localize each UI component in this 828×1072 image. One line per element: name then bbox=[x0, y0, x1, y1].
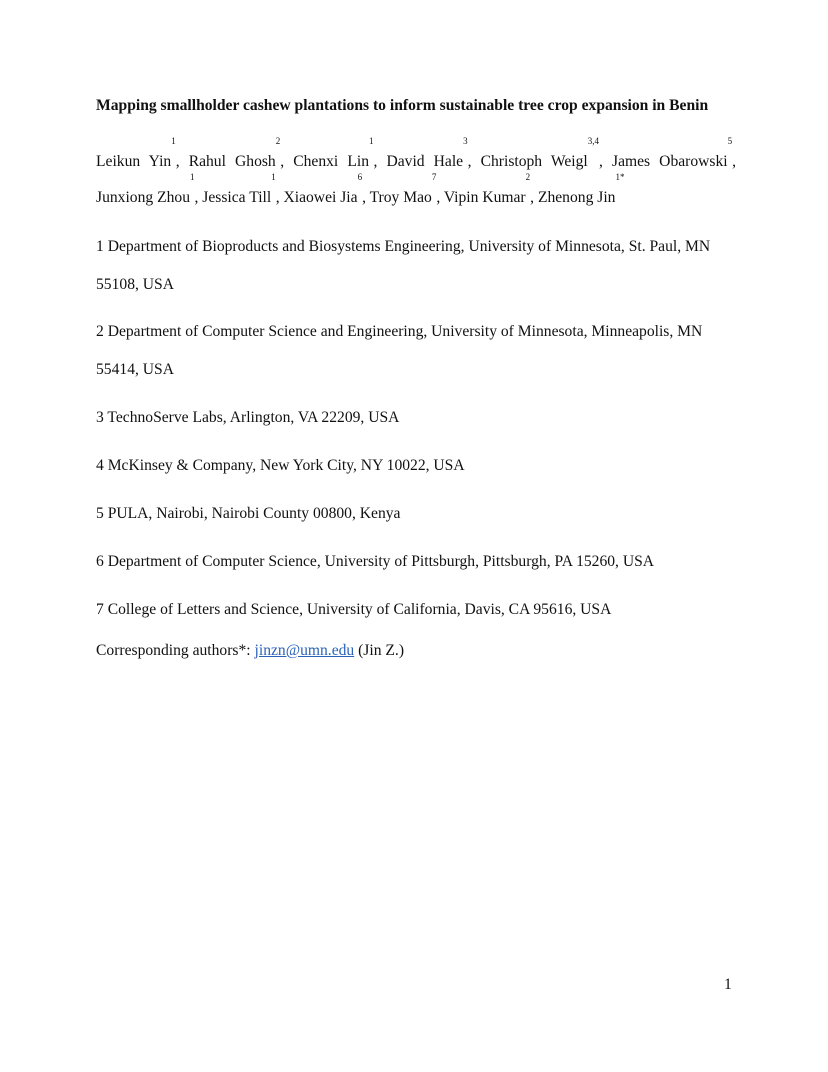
corresponding-author bbox=[96, 639, 404, 663]
author: Jessica Till$^1$, bbox=[202, 172, 284, 206]
author: Troy Mao$^7$, bbox=[369, 172, 444, 206]
author: Leikun Yin$^1$, bbox=[96, 136, 189, 170]
affiliation-line: 7 College of Letters and Science, University of California, Davis, CA 95616, USA bbox=[96, 601, 612, 618]
author: Christoph Weigl$^{3,4}$, bbox=[480, 136, 612, 170]
affiliation-line: 55414, USA bbox=[96, 361, 174, 378]
author: Vipin Kumar$^2$, bbox=[443, 172, 538, 206]
affiliation-2 bbox=[96, 313, 736, 389]
author: Junxiong Zhou$^1$, bbox=[96, 172, 203, 206]
affiliation-1 bbox=[96, 228, 736, 304]
author-line-2 bbox=[96, 172, 736, 216]
paper-title: Mapping smallholder cashew plantations to inform sustainable tree crop expansion in Benin bbox=[96, 97, 709, 114]
affiliation-line: 4 McKinsey & Company, New York City, NY 10022, USA bbox=[96, 457, 465, 474]
affiliation-line: 2 Department of Computer Science and Engineering, University of Minnesota, Minneapolis, MN bbox=[96, 323, 703, 340]
affiliation-4 bbox=[96, 447, 736, 485]
affiliation-line: 5 PULA, Nairobi, Nairobi County 00800, Kenya bbox=[96, 505, 401, 522]
author: Rahul Ghosh$^2$, bbox=[188, 136, 294, 170]
affiliation-line: 55108, USA bbox=[96, 276, 174, 293]
email-link[interactable]: jinzn@umn.edu bbox=[254, 642, 355, 659]
affiliation-5 bbox=[96, 495, 736, 533]
affiliation-3 bbox=[96, 399, 736, 437]
affiliation-line: 6 Department of Computer Science, University of Pittsburgh, Pittsburgh, PA 15260, USA bbox=[96, 553, 655, 570]
affiliation-line: 1 Department of Bioproducts and Biosystems Engineering, University of Minnesota, St. Paul, MN bbox=[96, 238, 711, 255]
author: Zhenong Jin$^{1*}$ bbox=[537, 172, 625, 206]
affiliation-7 bbox=[96, 591, 736, 629]
author: Chenxi Lin$^1$, bbox=[293, 136, 387, 170]
affiliation-line: 3 TechnoServe Labs, Arlington, VA 22209, USA bbox=[96, 409, 400, 426]
affiliation-6 bbox=[96, 543, 736, 581]
author-list bbox=[96, 136, 737, 216]
author: David Hale$^3$, bbox=[386, 136, 481, 170]
corresponding-suffix: (Jin Z.) bbox=[354, 642, 405, 659]
corresponding-label: Corresponding authors*: bbox=[96, 642, 255, 659]
page-number: 1 bbox=[724, 976, 732, 993]
author: James Obarowski$^5$, bbox=[612, 136, 737, 170]
author: Xiaowei Jia$^6$, bbox=[283, 172, 370, 206]
